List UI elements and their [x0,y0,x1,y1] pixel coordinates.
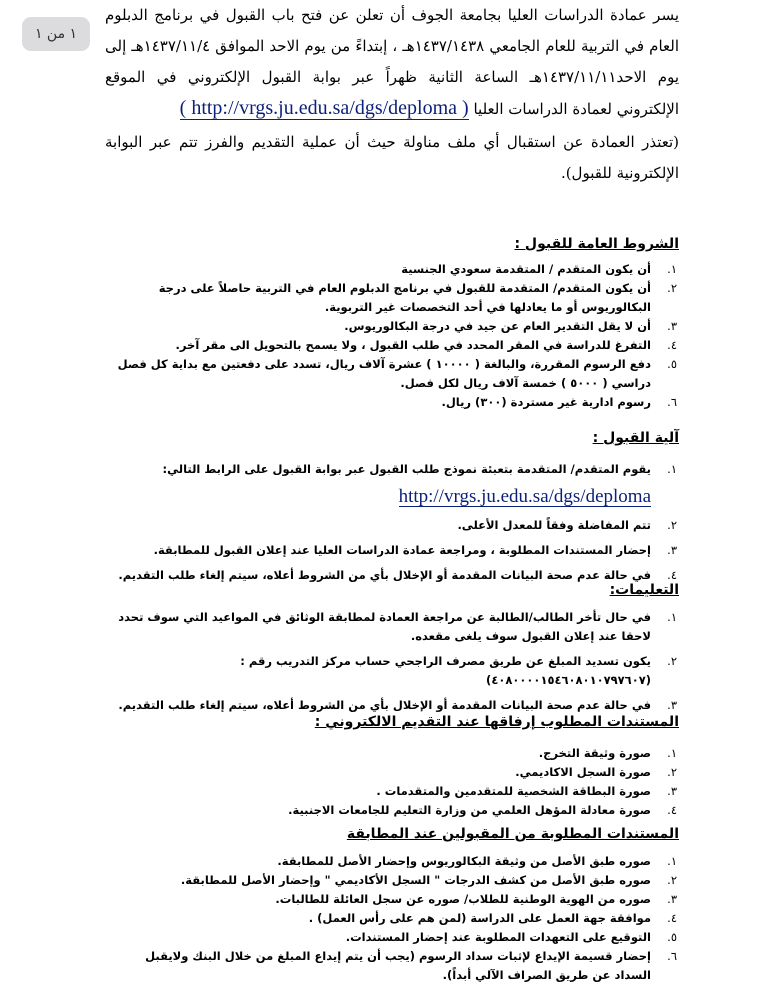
electronic-documents-section [105,714,679,820]
list-item: ٦. رسوم ادارية غير مستردة (٣٠٠) ريال. [441,395,677,409]
list-item: ٣. صورة البطاقة الشخصية للمتقدمين والمتقدمات . [376,784,677,798]
list-item: ١. أن يكون المتقدم / المتقدمة سعودي الجنسية [401,262,677,276]
list-item: ١. صورة وثيقة التخرج. [538,746,677,760]
electronic-documents-title: المستندات المطلوب إرفاقها عند التقديم الالكتروني : [314,714,679,730]
list-item: ٤. في حالة عدم صحة البيانات المقدمة أو الإخلال بأي من الشروط أعلاه، سيتم إلغاء طلب التقديم. [118,568,677,582]
admission-mechanism-list [105,460,679,585]
list-item: ٣. في حالة عدم صحة البيانات المقدمة أو الإخلال بأي من الشروط أعلاه، سيتم إلغاء طلب التقديم. [118,698,677,712]
list-item: ٤. صورة معادلة المؤهل العلمي من وزارة التعليم للجامعات الاجنبية. [288,803,677,817]
list-item: ٢. أن يكون المتقدم/ المتقدمة للقبول في برنامج الدبلوم العام في التربية حاصلاً على درجة البكالوريوس أو ما يعادلها في أحد التخصصات غير التربوية. [158,281,677,314]
page-number-badge: ١ من ١ [22,17,90,51]
matching-documents-section [105,826,679,985]
list-item: ٦. إحضار قسيمة الإيداع لإثبات سداد الرسوم (يجب أن يتم إيداع المبلغ من خلال البنك ولايقبل السداد عن طريق الصراف الآلي أبداً). [145,949,677,982]
matching-documents-title: المستندات المطلوبة من المقبولين عند المطابقة [346,826,679,842]
general-conditions-title: الشروط العامة للقبول : [514,236,679,252]
admission-mechanism-title: آلية القبول : [592,430,679,446]
instructions-list [105,608,679,715]
admission-portal-link[interactable]: http://vrgs.ju.edu.sa/dgs/deploma [398,486,651,507]
matching-documents-list [105,852,679,985]
intro-text: يسر عمادة الدراسات العليا بجامعة الجوف أن تعلن عن فتح باب القبول في برنامج الدبلوم العام في التربية للعام الجامعي ١٤٣٧/١٤٣٨هـ ، إبتداءً من يوم الاحد الموافق ١٤٣٧/١١/٤هـ إلى يوم الاحد١٤٣٧/١١/١١هـ الساعة الثانية ظهراً عبر بوابة القبول الإلكتروني في الموقع الإلكتروني لعمادة الدراسات العليا [105,6,679,118]
intro-section [105,0,679,189]
list-item: ٣. صوره من الهوية الوطنية للطلاب/ صوره عن سجل العائلة للطالبات. [275,892,677,906]
list-item: ٤. موافقة جهة العمل على الدراسة (لمن هم على رأس العمل) . [308,911,677,925]
instructions-title: التعليمات: [609,582,679,598]
list-item: ٥. التوقيع على التعهدات المطلوبة عند إحضار المستندات. [345,930,677,944]
intro-note: (تعتذر العمادة عن استقبال أي ملف مناولة حيث أن عملية التقديم والفرز تتم عبر البوابة الإلكترونية للقبول). [105,133,679,182]
list-item: ١. في حال تأخر الطالب/الطالبة عن مراجعة العمادة لمطابقة الوثائق في المواعيد التي سوف تحدد لاحقا عند إعلان القبول سوف يلغى مقعده. [118,610,677,643]
list-item: ٢. يكون تسديد المبلغ عن طريق مصرف الراجحي حساب مركز التدريب رقم : (٤٠٨٠٠٠٠١٥٤٦٠٨٠١٠٧٩٧٦٠٧) [240,654,677,687]
general-conditions-list [105,260,679,412]
general-conditions-section [105,236,679,412]
intro-link[interactable]: ( http://vrgs.ju.edu.sa/dgs/deploma ) [179,97,469,119]
list-item: ٣. أن لا يقل التقدير العام عن جيد في درجة البكالوريوس. [344,319,677,333]
intro-paragraph [105,0,679,125]
list-item: ٢. تتم المفاضلة وفقاً للمعدل الأعلى. [457,518,677,532]
list-item: ٢. صورة السجل الاكاديمي. [515,765,677,779]
instructions-section [105,582,679,715]
list-item: ٢. صوره طبق الأصل من كشف الدرجات " السجل الأكاديمي " وإحضار الأصل للمطابقة. [180,873,677,887]
list-item: ١. يقوم المتقدم/ المتقدمة بتعبئة نموذج طلب القبول عبر بوابة القبول على الرابط التالي: http://vrgs.ju.edu.sa/dgs/deploma [162,462,677,507]
list-item: ١. صوره طبق الأصل من وثيقة البكالوريوس وإحضار الأصل للمطابقة. [277,854,677,868]
list-item: ٣. إحضار المستندات المطلوبة ، ومراجعة عمادة الدراسات العليا عند إعلان القبول للمطابقة. [153,543,677,557]
list-item: ٤. التفرغ للدراسة في المقر المحدد في طلب القبول ، ولا يسمح بالتحويل الى مقر آخر. [175,338,677,352]
list-item: ٥. دفع الرسوم المقررة، والبالغة ( ١٠٠٠٠ ) عشرة آلاف ريال، تسدد على دفعتين مع بداية كل فصل دراسي ( ٥٠٠٠ ) خمسة آلاف ريال لكل فصل. [117,357,677,390]
electronic-documents-list [105,744,679,820]
admission-mechanism-section [105,430,679,591]
